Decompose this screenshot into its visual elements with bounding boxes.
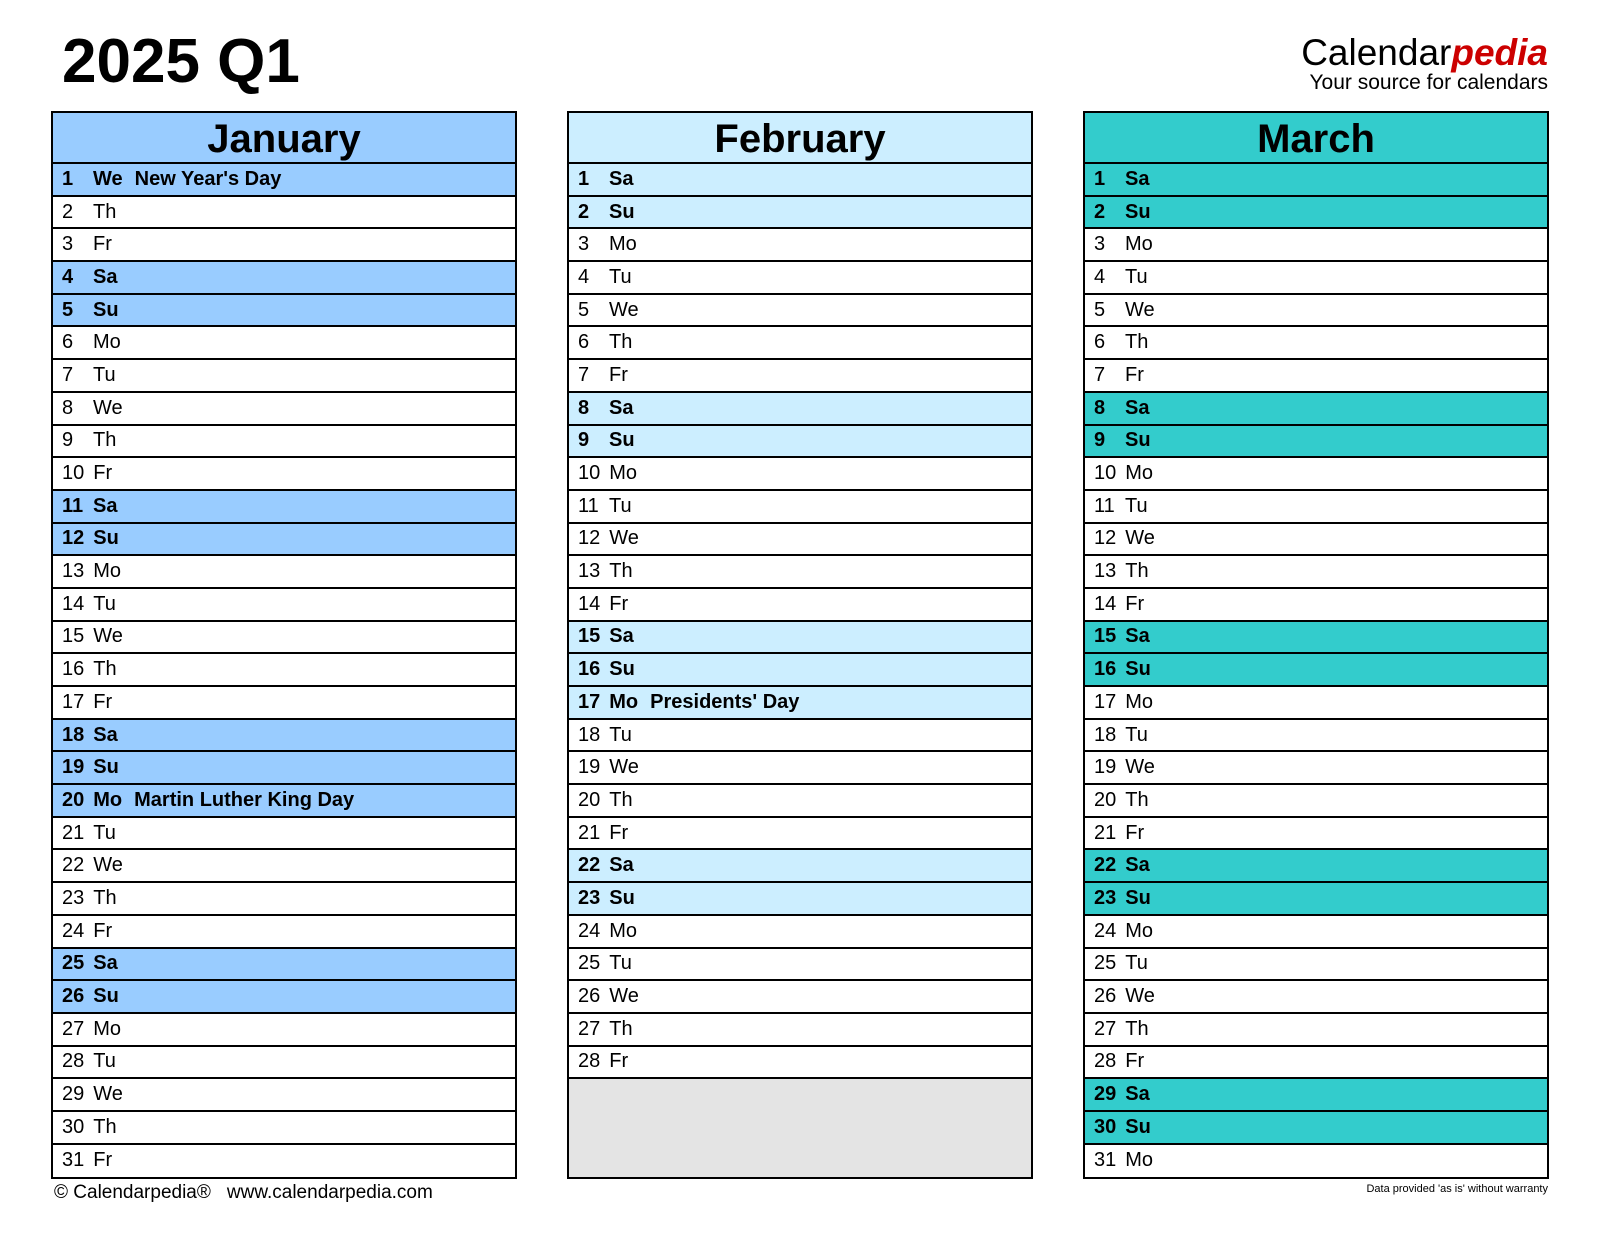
day-number: 12 <box>1094 527 1117 550</box>
day-of-week: Fr <box>93 462 113 485</box>
day-list <box>1085 164 1547 1177</box>
day-row <box>569 327 1031 360</box>
day-number: 21 <box>578 821 601 844</box>
day-number: 26 <box>62 985 85 1008</box>
day-of-week: Tu <box>609 952 632 975</box>
day-number: 19 <box>1094 756 1117 779</box>
day-number: 14 <box>578 592 601 615</box>
day-number: 30 <box>62 1115 85 1138</box>
day-of-week: Mo <box>1125 1149 1154 1172</box>
day-number: 18 <box>1094 723 1117 746</box>
day-row <box>569 785 1031 818</box>
day-of-week: Mo <box>93 788 123 811</box>
day-row <box>569 850 1031 883</box>
brand-name-pedia: pedia <box>1451 32 1548 73</box>
day-row <box>53 654 515 687</box>
day-number: 10 <box>62 462 85 485</box>
day-number: 25 <box>1094 952 1117 975</box>
day-of-week: Th <box>1125 331 1149 354</box>
day-row <box>53 883 515 916</box>
day-of-week: We <box>1125 756 1155 779</box>
day-of-week: Fr <box>1125 592 1145 615</box>
day-number: 18 <box>62 723 85 746</box>
day-number: 26 <box>578 985 601 1008</box>
day-number: 2 <box>1094 200 1106 223</box>
day-number: 22 <box>62 854 85 877</box>
day-of-week: Su <box>1125 886 1151 909</box>
day-of-week: Tu <box>1125 265 1148 288</box>
day-row <box>1085 785 1547 818</box>
brand-name <box>1301 34 1548 72</box>
day-of-week: Th <box>93 658 117 681</box>
day-row <box>53 393 515 426</box>
day-row <box>53 229 515 262</box>
day-number: 11 <box>62 494 84 517</box>
day-number: 1 <box>1094 167 1106 190</box>
day-row <box>569 720 1031 753</box>
month-february <box>567 111 1033 1179</box>
day-of-week: Th <box>93 200 117 223</box>
day-number: 6 <box>62 331 74 354</box>
day-list <box>569 164 1031 1177</box>
day-number: 8 <box>1094 396 1106 419</box>
day-row <box>53 622 515 655</box>
day-row <box>569 981 1031 1014</box>
day-row <box>53 197 515 230</box>
day-row <box>53 1047 515 1080</box>
day-row <box>569 622 1031 655</box>
day-number: 24 <box>62 919 85 942</box>
day-number: 5 <box>1094 298 1106 321</box>
day-number: 15 <box>62 625 85 648</box>
day-row <box>1085 622 1547 655</box>
day-number: 25 <box>62 952 85 975</box>
day-row <box>53 164 515 197</box>
day-row <box>53 687 515 720</box>
day-row <box>569 589 1031 622</box>
day-row <box>569 229 1031 262</box>
day-row <box>569 883 1031 916</box>
empty-filler <box>569 1079 1031 1177</box>
disclaimer-text: Data provided 'as is' without warranty <box>1366 1183 1548 1195</box>
day-of-week: Fr <box>609 1050 629 1073</box>
day-row <box>53 1079 515 1112</box>
day-number: 3 <box>62 233 74 256</box>
day-of-week: Sa <box>1125 625 1150 648</box>
day-row <box>1085 1014 1547 1047</box>
day-of-week: Sa <box>1125 396 1150 419</box>
day-row <box>1085 916 1547 949</box>
day-number: 23 <box>62 886 85 909</box>
day-number: 24 <box>1094 919 1117 942</box>
day-row <box>53 458 515 491</box>
day-row <box>53 589 515 622</box>
day-number: 11 <box>1094 494 1115 517</box>
day-number: 20 <box>62 788 85 811</box>
day-of-week: Mo <box>1125 919 1154 942</box>
day-of-week: Sa <box>1125 854 1150 877</box>
day-number: 17 <box>62 690 85 713</box>
page-title: 2025 Q1 <box>62 27 300 96</box>
day-number: 5 <box>578 298 590 321</box>
day-number: 28 <box>62 1050 85 1073</box>
day-of-week: Th <box>93 1115 117 1138</box>
day-of-week: Tu <box>93 1050 116 1073</box>
day-of-week: We <box>1125 985 1155 1008</box>
day-row <box>1085 524 1547 557</box>
day-row <box>53 785 515 818</box>
day-row <box>53 850 515 883</box>
day-row <box>53 1145 515 1178</box>
day-of-week: Tu <box>93 592 116 615</box>
day-row <box>1085 1079 1547 1112</box>
day-of-week: Fr <box>1125 821 1145 844</box>
holiday-label: Presidents' Day <box>650 690 800 713</box>
day-row <box>53 720 515 753</box>
day-row <box>53 295 515 328</box>
day-of-week: Tu <box>93 363 116 386</box>
day-row <box>1085 1112 1547 1145</box>
day-number: 18 <box>578 723 601 746</box>
day-row <box>569 752 1031 785</box>
day-row <box>569 916 1031 949</box>
day-row <box>569 164 1031 197</box>
day-number: 2 <box>578 200 590 223</box>
day-row <box>569 687 1031 720</box>
day-of-week: Fr <box>93 690 113 713</box>
day-of-week: Tu <box>1125 952 1148 975</box>
day-row <box>569 654 1031 687</box>
day-row <box>53 1014 515 1047</box>
day-row <box>569 393 1031 426</box>
brand-logo[interactable] <box>1301 34 1548 94</box>
day-of-week: We <box>1125 298 1155 321</box>
day-number: 1 <box>62 167 74 190</box>
day-row <box>1085 818 1547 851</box>
day-number: 17 <box>578 690 601 713</box>
holiday-label: New Year's Day <box>134 167 282 190</box>
day-row <box>569 524 1031 557</box>
day-of-week: We <box>93 625 123 648</box>
day-row <box>569 1014 1031 1047</box>
day-of-week: Th <box>93 429 117 452</box>
day-number: 3 <box>1094 233 1106 256</box>
day-of-week: Su <box>609 200 635 223</box>
day-row <box>569 295 1031 328</box>
day-number: 20 <box>578 788 601 811</box>
day-number: 12 <box>578 527 601 550</box>
day-row <box>1085 589 1547 622</box>
day-number: 10 <box>1094 462 1117 485</box>
day-of-week: Mo <box>1125 233 1153 256</box>
footer-left <box>54 1182 433 1204</box>
day-number: 23 <box>1094 886 1117 909</box>
day-of-week: We <box>609 527 639 550</box>
day-number: 4 <box>62 265 74 288</box>
day-number: 30 <box>1094 1115 1117 1138</box>
day-row <box>1085 883 1547 916</box>
day-row <box>1085 752 1547 785</box>
day-row <box>53 556 515 589</box>
day-number: 14 <box>1094 592 1117 615</box>
day-of-week: Sa <box>609 167 634 190</box>
day-number: 16 <box>578 658 601 681</box>
day-number: 16 <box>62 658 85 681</box>
day-row <box>53 491 515 524</box>
day-of-week: Fr <box>609 821 629 844</box>
day-of-week: We <box>609 298 639 321</box>
day-number: 9 <box>578 429 590 452</box>
day-row <box>1085 720 1547 753</box>
day-of-week: Tu <box>609 494 632 517</box>
day-of-week: We <box>1125 527 1155 550</box>
day-of-week: Sa <box>609 625 634 648</box>
day-of-week: Th <box>93 886 117 909</box>
day-number: 13 <box>1094 560 1117 583</box>
day-of-week: We <box>609 985 639 1008</box>
day-number: 27 <box>62 1017 85 1040</box>
day-of-week: Su <box>609 429 635 452</box>
day-of-week: Mo <box>1125 462 1154 485</box>
day-number: 22 <box>1094 854 1117 877</box>
day-number: 26 <box>1094 985 1117 1008</box>
day-row <box>53 262 515 295</box>
day-of-week: Mo <box>609 919 638 942</box>
day-row <box>1085 1145 1547 1178</box>
day-of-week: Tu <box>1125 494 1148 517</box>
day-number: 6 <box>578 331 590 354</box>
day-number: 31 <box>1094 1149 1117 1172</box>
day-row <box>1085 229 1547 262</box>
day-of-week: Su <box>93 756 119 779</box>
day-number: 6 <box>1094 331 1106 354</box>
day-of-week: Th <box>1125 1017 1149 1040</box>
day-number: 2 <box>62 200 74 223</box>
day-number: 17 <box>1094 690 1117 713</box>
day-number: 10 <box>578 462 601 485</box>
day-of-week: Mo <box>609 233 637 256</box>
day-number: 31 <box>62 1149 85 1172</box>
day-row <box>53 360 515 393</box>
day-row <box>569 1047 1031 1080</box>
copyright-text: © Calendarpedia® <box>54 1182 211 1203</box>
day-number: 28 <box>1094 1050 1117 1073</box>
day-row <box>1085 654 1547 687</box>
day-number: 11 <box>578 494 599 517</box>
day-row <box>1085 197 1547 230</box>
day-of-week: Th <box>609 560 633 583</box>
day-of-week: Tu <box>1125 723 1148 746</box>
day-of-week: Th <box>1125 788 1149 811</box>
day-of-week: Su <box>1125 1115 1151 1138</box>
day-row <box>1085 556 1547 589</box>
day-of-week: Sa <box>93 494 118 517</box>
day-number: 24 <box>578 919 601 942</box>
day-of-week: Fr <box>93 1149 113 1172</box>
day-of-week: Su <box>1125 429 1151 452</box>
day-of-week: Sa <box>609 396 634 419</box>
day-of-week: Fr <box>609 363 628 386</box>
day-of-week: Mo <box>93 560 122 583</box>
day-of-week: Th <box>609 1017 633 1040</box>
day-of-week: Fr <box>1125 363 1144 386</box>
day-number: 9 <box>62 429 74 452</box>
day-of-week: We <box>93 854 123 877</box>
day-number: 15 <box>578 625 601 648</box>
day-number: 23 <box>578 886 601 909</box>
day-row <box>1085 360 1547 393</box>
day-of-week: Su <box>609 886 635 909</box>
day-of-week: Sa <box>1125 1083 1150 1106</box>
day-of-week: Th <box>1125 560 1149 583</box>
day-of-week: Mo <box>609 690 639 713</box>
day-of-week: We <box>93 167 123 190</box>
day-row <box>1085 491 1547 524</box>
day-of-week: Th <box>609 331 633 354</box>
day-number: 13 <box>62 560 85 583</box>
day-row <box>1085 426 1547 459</box>
day-of-week: Su <box>93 298 119 321</box>
day-row <box>1085 164 1547 197</box>
day-number: 7 <box>578 363 590 386</box>
day-number: 1 <box>578 167 590 190</box>
day-row <box>569 818 1031 851</box>
month-march <box>1083 111 1549 1179</box>
day-row <box>569 458 1031 491</box>
day-of-week: Tu <box>609 265 632 288</box>
day-row <box>569 556 1031 589</box>
day-of-week: Fr <box>1125 1050 1145 1073</box>
brand-tagline: Your source for calendars <box>1309 71 1548 94</box>
website-link[interactable]: www.calendarpedia.com <box>226 1182 433 1203</box>
day-number: 13 <box>578 560 601 583</box>
day-of-week: We <box>93 1083 123 1106</box>
day-of-week: We <box>609 756 639 779</box>
day-of-week: Sa <box>93 952 118 975</box>
month-header: February <box>569 113 1031 164</box>
day-of-week: Sa <box>609 854 634 877</box>
day-row <box>1085 1047 1547 1080</box>
day-of-week: Su <box>1125 658 1151 681</box>
day-row <box>1085 949 1547 982</box>
day-row <box>53 949 515 982</box>
day-number: 5 <box>62 298 74 321</box>
day-row <box>53 916 515 949</box>
brand-name-calendar: Calendar <box>1301 32 1452 73</box>
day-of-week: Fr <box>93 233 112 256</box>
month-january <box>51 111 517 1179</box>
day-number: 28 <box>578 1050 601 1073</box>
day-of-week: Fr <box>609 592 629 615</box>
day-row <box>53 981 515 1014</box>
day-row <box>1085 393 1547 426</box>
day-row <box>569 360 1031 393</box>
month-header: March <box>1085 113 1547 164</box>
day-of-week: Su <box>1125 200 1151 223</box>
day-number: 25 <box>578 952 601 975</box>
day-number: 15 <box>1094 625 1117 648</box>
day-of-week: Su <box>93 985 119 1008</box>
day-number: 14 <box>62 592 85 615</box>
day-of-week: Su <box>609 658 635 681</box>
day-number: 12 <box>62 527 85 550</box>
day-number: 7 <box>1094 363 1106 386</box>
day-of-week: Sa <box>93 723 118 746</box>
day-number: 8 <box>578 396 590 419</box>
day-number: 20 <box>1094 788 1117 811</box>
day-row <box>569 262 1031 295</box>
day-number: 8 <box>62 396 74 419</box>
day-of-week: We <box>93 396 123 419</box>
day-number: 27 <box>578 1017 601 1040</box>
day-row <box>1085 850 1547 883</box>
day-number: 9 <box>1094 429 1106 452</box>
day-row <box>53 818 515 851</box>
day-of-week: Tu <box>93 821 116 844</box>
day-of-week: Th <box>609 788 633 811</box>
day-row <box>569 491 1031 524</box>
day-number: 3 <box>578 233 590 256</box>
day-of-week: Sa <box>93 265 118 288</box>
day-of-week: Su <box>93 527 119 550</box>
day-row <box>569 949 1031 982</box>
day-number: 27 <box>1094 1017 1117 1040</box>
day-of-week: Tu <box>609 723 632 746</box>
day-row <box>569 426 1031 459</box>
day-list <box>53 164 515 1177</box>
day-row <box>1085 981 1547 1014</box>
day-row <box>53 752 515 785</box>
day-of-week: Fr <box>93 919 113 942</box>
day-number: 22 <box>578 854 601 877</box>
day-row <box>1085 458 1547 491</box>
day-of-week: Mo <box>1125 690 1154 713</box>
day-row <box>569 197 1031 230</box>
day-row <box>1085 327 1547 360</box>
day-row <box>53 524 515 557</box>
day-number: 29 <box>1094 1083 1117 1106</box>
day-number: 19 <box>62 756 85 779</box>
day-of-week: Mo <box>93 1017 122 1040</box>
day-of-week: Mo <box>93 331 121 354</box>
day-of-week: Sa <box>1125 167 1150 190</box>
holiday-label: Martin Luther King Day <box>134 788 355 811</box>
day-number: 16 <box>1094 658 1117 681</box>
day-number: 21 <box>62 821 85 844</box>
day-number: 29 <box>62 1083 85 1106</box>
day-row <box>53 426 515 459</box>
day-number: 21 <box>1094 821 1117 844</box>
day-row <box>53 1112 515 1145</box>
month-header: January <box>53 113 515 164</box>
day-row <box>53 327 515 360</box>
day-of-week: Mo <box>609 462 638 485</box>
day-row <box>1085 262 1547 295</box>
day-row <box>1085 295 1547 328</box>
day-row <box>1085 687 1547 720</box>
day-number: 7 <box>62 363 74 386</box>
day-number: 19 <box>578 756 601 779</box>
day-number: 4 <box>1094 265 1106 288</box>
day-number: 4 <box>578 265 590 288</box>
